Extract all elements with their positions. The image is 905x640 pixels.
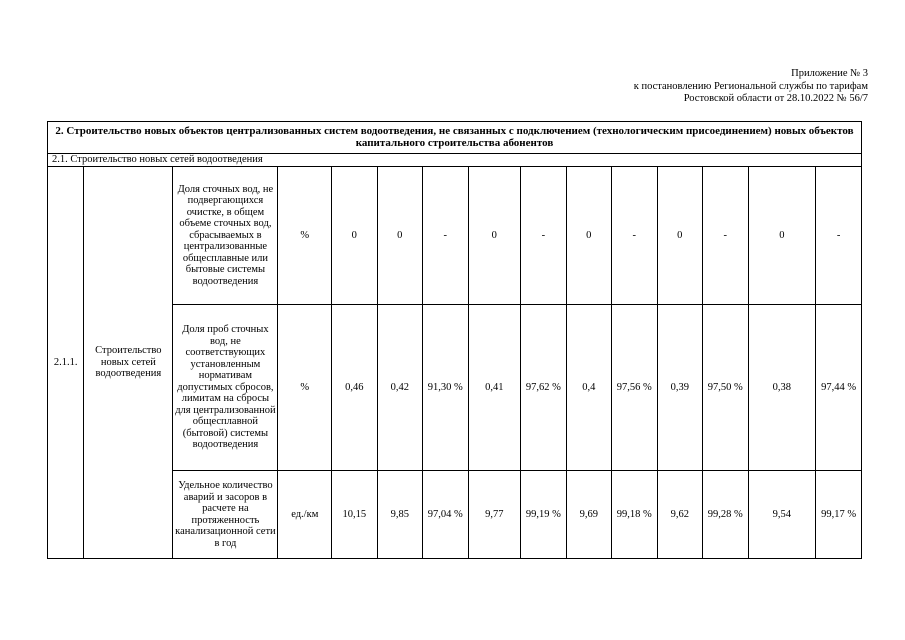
- indicator-value: 99,19 %: [521, 471, 566, 559]
- indicators-table: [47, 121, 862, 559]
- indicator-value: 97,04 %: [423, 471, 468, 559]
- indicator-value: 0: [468, 167, 521, 305]
- indicator-unit: %: [278, 167, 332, 305]
- indicator-value: 9,62: [657, 471, 702, 559]
- indicator-value: 99,28 %: [703, 471, 748, 559]
- indicator-value: 9,77: [468, 471, 521, 559]
- section-title: 2. Строительство новых объектов централизованных систем водоотведения, не связанных с подключением (технологическим присоединением) новых объектов капитального строительства абонентов: [48, 122, 862, 154]
- indicator-value: 97,56 %: [612, 305, 657, 471]
- indicator-value: 0,4: [566, 305, 611, 471]
- indicator-value: -: [612, 167, 657, 305]
- indicator-value: 97,62 %: [521, 305, 566, 471]
- indicator-value: 0: [748, 167, 816, 305]
- subsection-title: 2.1. Строительство новых сетей водоотведения: [48, 154, 862, 167]
- indicator-value: 0: [566, 167, 611, 305]
- resolution-reference: к постановлению Региональной службы по тарифам: [633, 80, 868, 92]
- indicator-value: 0: [377, 167, 422, 305]
- indicator-value: 99,17 %: [816, 471, 862, 559]
- indicator-value: -: [816, 167, 862, 305]
- appendix-number: Приложение № 3: [791, 68, 868, 79]
- indicator-value: 0,38: [748, 305, 816, 471]
- indicator-unit: %: [278, 305, 332, 471]
- indicator-name: Доля сточных вод, не подвергающихся очистке, в общем объеме сточных вод, сбрасываемых в централизованные общесплавные или бытовые системы водоотведения: [173, 167, 278, 305]
- indicator-value: 97,44 %: [816, 305, 862, 471]
- indicator-value: 91,30 %: [423, 305, 468, 471]
- indicator-value: 0,39: [657, 305, 702, 471]
- indicator-value: 0,42: [377, 305, 422, 471]
- indicator-value: 0: [657, 167, 702, 305]
- indicator-name: Доля проб сточных вод, не соответствующих установленным нормативам допустимых сбросов, лимитам на сбросы для централизованной общесплавной (бытовой) системы водоотведения: [173, 305, 278, 471]
- indicator-value: 99,18 %: [612, 471, 657, 559]
- item-group: Строительство новых сетей водоотведения: [84, 167, 173, 559]
- indicator-value: 0,46: [332, 305, 377, 471]
- indicator-value: 9,69: [566, 471, 611, 559]
- indicator-value: 0,41: [468, 305, 521, 471]
- indicator-value: 9,54: [748, 471, 816, 559]
- indicator-value: -: [521, 167, 566, 305]
- indicator-value: -: [423, 167, 468, 305]
- document-header: [548, 68, 868, 106]
- indicator-name: Удельное количество аварий и засоров в расчете на протяженность канализационной сети в год: [173, 471, 278, 559]
- indicator-value: 10,15: [332, 471, 377, 559]
- indicator-value: 9,85: [377, 471, 422, 559]
- indicator-value: 97,50 %: [703, 305, 748, 471]
- item-code: 2.1.1.: [48, 167, 84, 559]
- indicator-value: -: [703, 167, 748, 305]
- indicator-unit: ед./км: [278, 471, 332, 559]
- indicator-value: 0: [332, 167, 377, 305]
- resolution-date: Ростовской области от 28.10.2022 № 56/7: [683, 93, 868, 104]
